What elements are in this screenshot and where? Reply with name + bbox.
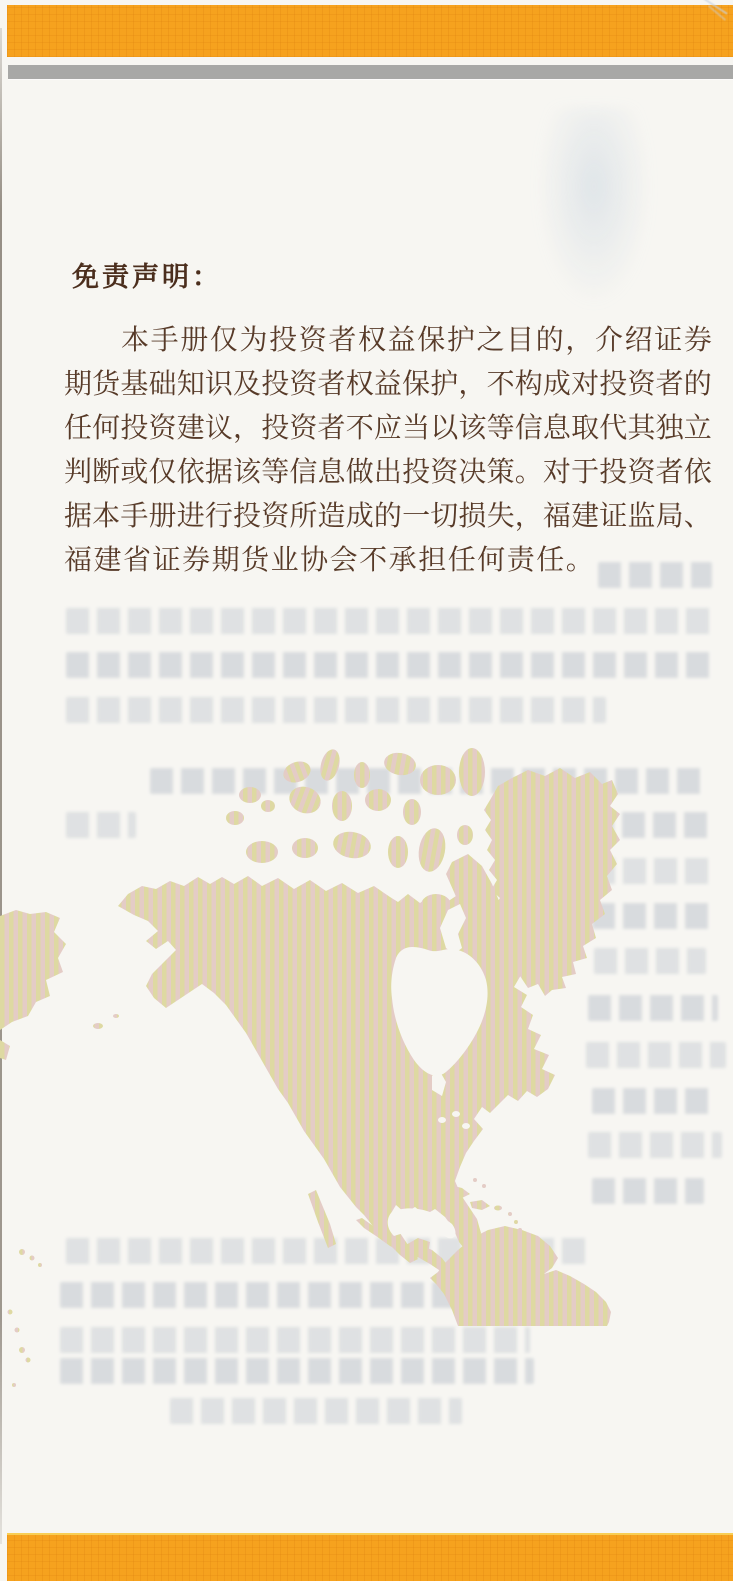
disclaimer-heading: 免责声明：	[72, 262, 222, 292]
disclaimer-line: 判 断 或 仅 依 据 该 等 信 息 做 出 投 资 决 策 。 对 于 投 资 者 依	[64, 456, 712, 487]
map-siberia-fragment	[0, 910, 66, 1030]
disclaimer-line: 本 手 册 仅 为 投 资 者 权 益 保 护 之 目 的 ， 介 绍 证 券	[121, 324, 712, 355]
map-south-america	[430, 1226, 611, 1326]
disclaimer-line: 期 货 基 础 知 识 及 投 资 者 权 益 保 护 ， 不 构 成 对 投 资 者 的	[64, 368, 712, 399]
disclaimer-line: 福 建 省 证 券 期 货 业 协 会 不 承 担 任 何 责 任 。	[64, 544, 594, 575]
disclaimer-line: 任 何 投 资 建 议 ， 投 资 者 不 应 当 以 该 等 信 息 取 代 其 独 立	[64, 412, 712, 443]
disclaimer-paragraph	[64, 316, 712, 580]
disclaimer-line: 据 本 手 册 进 行 投 资 所 造 成 的 一 切 损 失 ， 福 建 证 监 局 、	[64, 500, 712, 531]
